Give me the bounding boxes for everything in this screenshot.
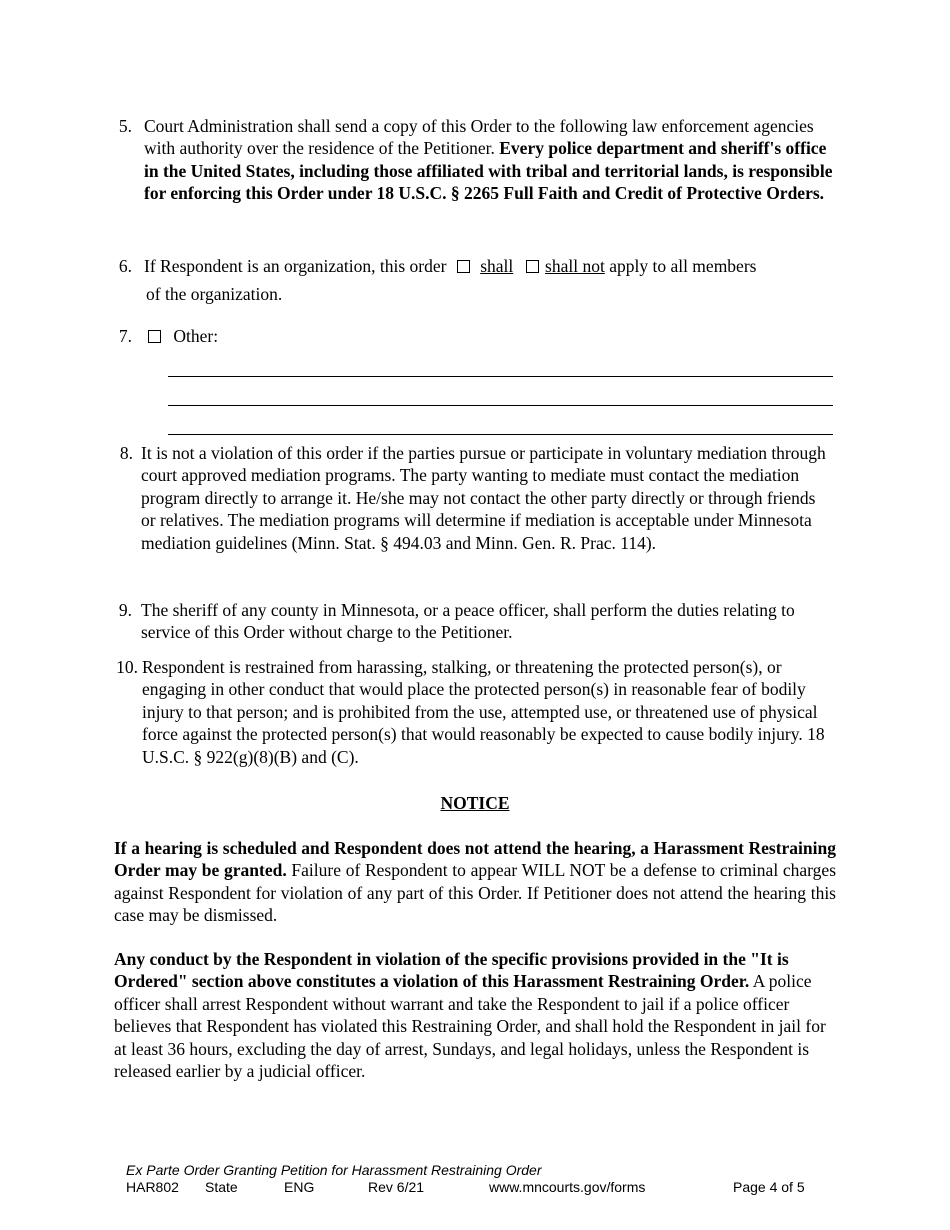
footer-form-code: HAR802: [126, 1179, 179, 1195]
item-5-bold-text: Every police department and sheriff's office in the United States, including those affiliated with tribal and territorial lands, is responsible for enforcing this Order under 18 U.S.C. § 2265 Full Faith and Credit of Protective Orders.: [144, 138, 833, 204]
notice-p1-bold: If a hearing is scheduled and Respondent does not attend the hearing, a Harassment Restraining Order may be granted.: [114, 838, 836, 881]
footer-url: www.mncourts.gov/forms: [489, 1179, 646, 1195]
notice-p2-bold: Any conduct by the Respondent in violation of the specific provisions provided in the "It is Ordered" section above constitutes a violation of this Harassment Restraining Order.: [114, 949, 789, 992]
notice-paragraph-2: [114, 948, 836, 1082]
item-6-tail-text: apply to all members: [609, 256, 757, 276]
footer-page-number: Page 4 of 5: [733, 1179, 805, 1195]
item-8-number: 8.: [119, 443, 133, 463]
other-checkbox[interactable]: [148, 330, 161, 343]
notice-paragraph-1: [114, 837, 836, 927]
item-10-text: Respondent is restrained from harassing, stalking, or threatening the protected person(s), or engaging in other conduct that would place the protected person(s) in reasonable fear of bodily injury to that person; and is prohibited from the use, attempted use, or threatened use of physical force against the protected person(s) that would reasonably be expected to cause bodily injury. 18 U.S.C. § 922(g)(8)(B) and (C).: [142, 657, 825, 767]
notice-p2-normal: A police officer shall arrest Respondent without warrant and take the Respondent to jail if a police officer believes that Respondent has violated this Restraining Order, and shall hold the Respondent in jail for at least 36 hours, excluding the day of arrest, Sundays, and legal holidays, unless the Respondent is released earlier by a judicial officer.: [114, 971, 826, 1082]
shall-not-checkbox[interactable]: [526, 260, 539, 273]
item-5-text: [144, 115, 836, 205]
item-6-lead-text: If Respondent is an organization, this order: [144, 256, 447, 276]
item-5-normal-text: Court Administration shall send a copy of this Order to the following law enforcement agencies with authority over the residence of the Petitioner.: [144, 116, 814, 159]
notice-heading: NOTICE: [440, 793, 510, 813]
shall-option-label: shall: [480, 256, 514, 276]
footer-form-title: Ex Parte Order Granting Petition for Harassment Restraining Order: [126, 1162, 542, 1178]
other-blank-line-1[interactable]: [168, 376, 833, 377]
other-label: Other:: [173, 326, 219, 346]
item-7-number: 7.: [118, 326, 132, 346]
other-blank-line-3[interactable]: [168, 434, 833, 435]
item-5-number: 5.: [118, 116, 132, 136]
notice-p1-normal: Failure of Respondent to appear WILL NOT be a defense to criminal charges against Respondent for violation of any part of this Order. If Petitioner does not attend the hearing this case may be dismissed.: [114, 860, 836, 926]
item-9-text: The sheriff of any county in Minnesota, or a peace officer, shall perform the duties relating to service of this Order without charge to the Petitioner.: [141, 600, 795, 643]
item-6-line-2: of the organization.: [146, 284, 283, 304]
item-6-number: 6.: [118, 256, 132, 276]
footer-jurisdiction: State: [205, 1179, 238, 1195]
shall-not-option-label: shall not: [545, 256, 605, 276]
item-9-number: 9.: [118, 600, 132, 620]
footer-revision: Rev 6/21: [368, 1179, 425, 1195]
other-blank-line-2[interactable]: [168, 405, 833, 406]
footer-language: ENG: [284, 1179, 315, 1195]
shall-checkbox[interactable]: [457, 260, 470, 273]
item-8-body: It is not a violation of this order if the parties pursue or participate in voluntary mediation through court approved mediation programs. The party wanting to mediate must contact the mediation program directly to arrange it. He/she may not contact the other party directly or through friends or relatives. The mediation programs will determine if mediation is acceptable under Minnesota mediation guidelines (Minn. Stat. § 494.03 and Minn. Gen. R. Prac. 114).: [141, 443, 826, 553]
item-7-other: [148, 325, 218, 347]
item-6-line-1: [144, 255, 756, 277]
item-8-text: [137, 442, 829, 554]
item-10-number: 10.: [116, 657, 138, 677]
